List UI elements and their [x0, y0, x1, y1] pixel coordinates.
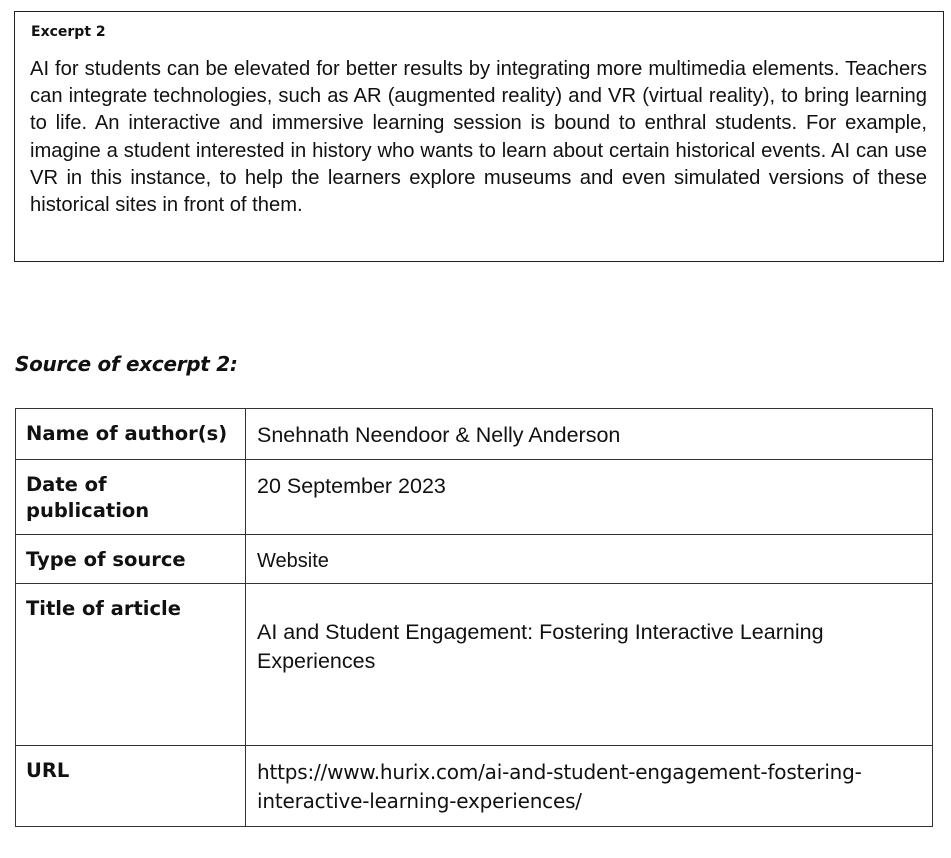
excerpt-body: AI for students can be elevated for better results by integrating more multimedia elements. Teachers can integrate technologies, such as AR (augmented reality) and VR (virtual reality), to bring learning to life. An interactive and immersive learning session is bound to enthral students. For example, imagine a student interested in history who wants to learn about certain historical events. AI can use VR in this instance, to help the learners explore museums and even simulated versions of these historical sites in front of them. — [30, 58, 927, 217]
date-value: 20 September 2023 — [246, 460, 933, 535]
table-row — [16, 409, 933, 460]
author-value: Snehnath Neendoor & Nelly Anderson — [246, 409, 933, 460]
table-row — [16, 535, 933, 584]
date-label: Date of publication — [16, 460, 246, 535]
title-value: AI and Student Engagement: Fostering Interactive Learning Experiences — [257, 620, 824, 673]
title-cell — [246, 584, 933, 746]
title-label: Title of article — [16, 584, 246, 746]
excerpt-box — [14, 11, 944, 262]
source-table — [15, 408, 933, 827]
url-label: URL — [16, 746, 246, 827]
excerpt-label: Excerpt 2 — [31, 24, 106, 40]
url-value[interactable]: https://www.hurix.com/ai-and-student-engagement-fostering-interactive-learning-experiences/ — [257, 760, 862, 813]
table-row — [16, 746, 933, 827]
type-label: Type of source — [16, 535, 246, 584]
table-row — [16, 584, 933, 746]
author-label: Name of author(s) — [16, 409, 246, 460]
table-row — [16, 460, 933, 535]
url-cell — [246, 746, 933, 827]
type-value: Website — [246, 535, 933, 584]
source-heading: Source of excerpt 2: — [15, 352, 238, 376]
